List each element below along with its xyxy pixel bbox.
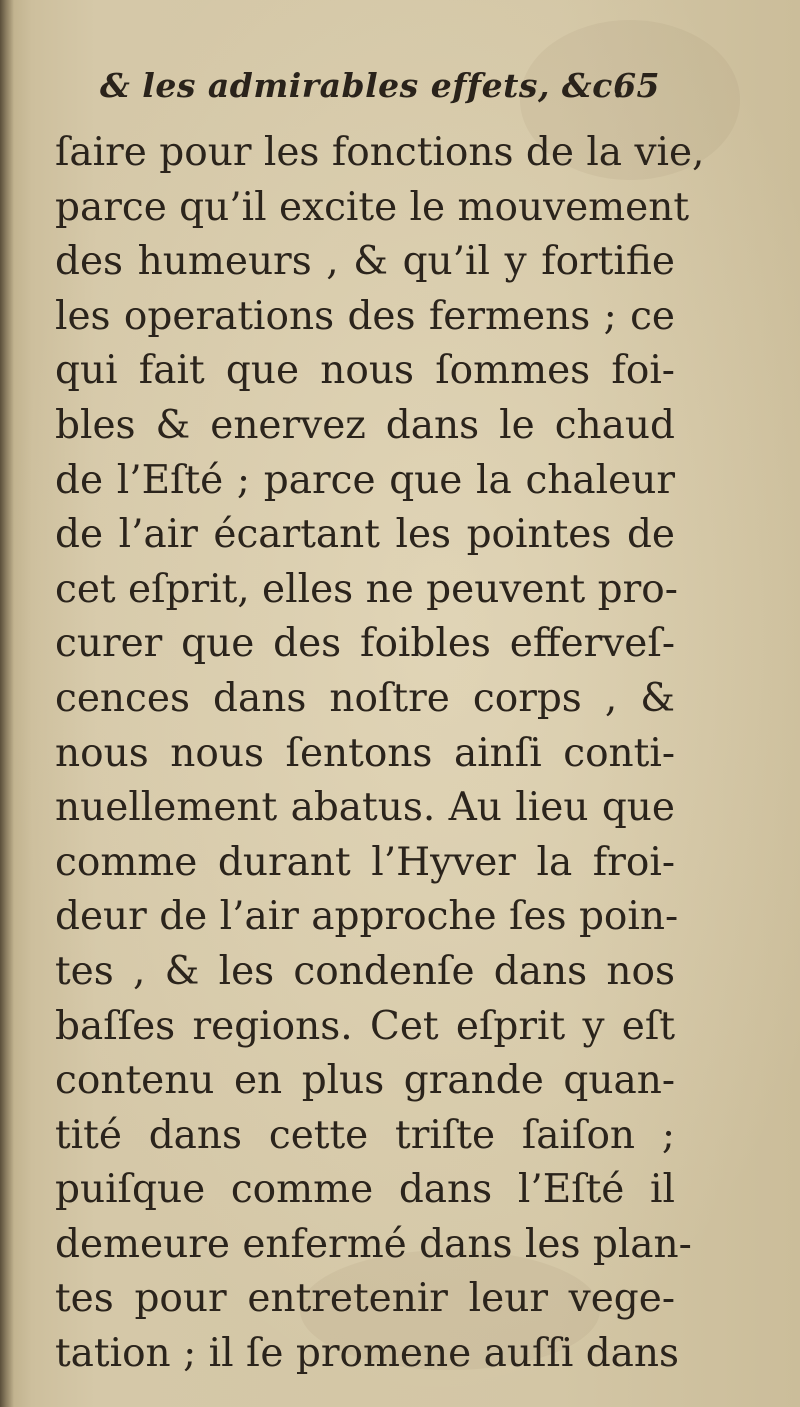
text-line: tité dans cette triſte ſaiſon ;: [55, 1112, 675, 1158]
page-binding-edge: [0, 0, 14, 1407]
page-number: 65: [613, 66, 660, 105]
text-line: cences dans noſtre corps , &: [55, 675, 675, 721]
text-line: des humeurs , & qu’il y fortifie: [55, 239, 675, 285]
text-line: les operations des fermens ; ce: [55, 293, 675, 339]
running-header: [100, 66, 660, 116]
text-line: nuellement abatus. Au lieu que: [55, 785, 675, 831]
text-line: de l’Eſté ; parce que la chaleur: [55, 457, 675, 503]
text-line: bles & enervez dans le chaud: [55, 402, 675, 448]
body-text: [55, 126, 705, 1382]
text-line: deur de l’air approche ſes poin-: [55, 894, 679, 940]
running-title: & les admirables effets, &c.: [100, 66, 625, 105]
text-line: qui fait que nous ſommes foi-: [55, 348, 675, 394]
text-line: baſſes regions. Cet eſprit y eſt: [55, 1003, 675, 1049]
text-line: demeure enfermé dans les plan-: [55, 1221, 692, 1267]
text-line: cet eſprit, elles ne peuvent pro-: [55, 566, 678, 612]
text-line: puiſque comme dans l’Eſté il: [55, 1167, 675, 1213]
text-line: tation ; il ſe promene auſſi dans: [55, 1331, 680, 1377]
text-line: de l’air écartant les pointes de: [55, 512, 675, 558]
text-line: nous nous ſentons ainſi conti-: [55, 730, 675, 776]
text-line: comme durant l’Hyver la froi-: [55, 839, 675, 885]
text-line: contenu en plus grande quan-: [55, 1058, 675, 1104]
text-line: parce qu’il excite le mouvement: [55, 184, 690, 230]
text-line: ſaire pour les fonctions de la vie,: [55, 130, 705, 175]
text-line: tes , & les condenſe dans nos: [55, 948, 675, 994]
text-line: curer que des foibles efferveſ-: [55, 621, 675, 667]
text-line: tes pour entretenir leur vege-: [55, 1276, 675, 1322]
